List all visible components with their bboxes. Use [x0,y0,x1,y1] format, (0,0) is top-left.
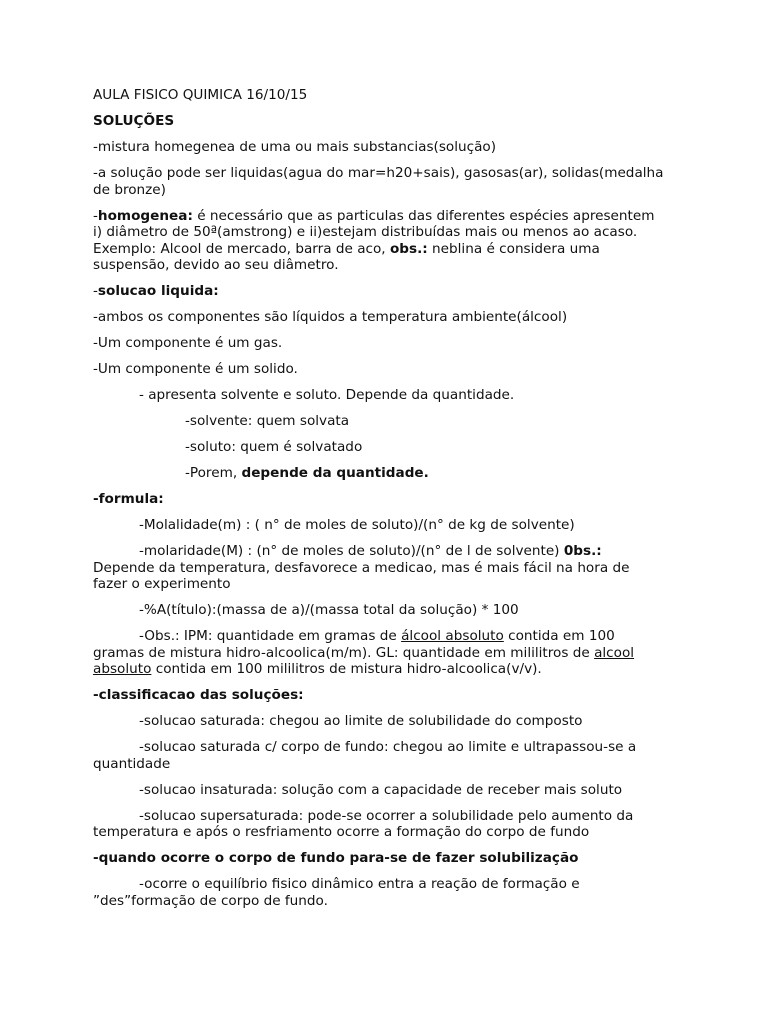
paragraph-gas: -Um componente é um gas. [93,335,283,351]
paragraph-solido: -Um componente é um solido. [93,361,298,377]
paragraph-definition: -mistura homegenea de uma ou mais substancias(solução) [93,139,497,155]
paragraph-classificacao: -classificacao das soluções: [93,687,304,703]
paragraph-ipm: -Obs.: IPM: quantidade em gramas de álcool absoluto contida em 100 gramas de mistura hidro-alcoolica(m/m). GL: quantidade em mililitros de alcool absoluto contida em 100 mililitros de mistura hidro-alcoolica(v/v). [93,628,635,677]
paragraph-titulo: -%A(título):(massa de a)/(massa total da solução) * 100 [139,602,519,618]
paragraph-insaturada: -solucao insaturada: solução com a capacidade de receber mais soluto [139,781,623,798]
paragraph-solucao-liquida: -solucao liquida: [93,283,219,299]
paragraph-solvente: -solvente: quem solvata [185,413,350,429]
section-heading: SOLUÇÕES [93,113,175,129]
paragraph-homogenea: -homogenea: é necessário que as particulas das diferentes espécies apresentem i) diâmetro de 50ª(amstrong) e ii)estejam distribuídas mais ou menos ao acaso. Exemplo: Alcool de mercado, barra de aco, obs.: neblina é considera uma suspensão, devido ao seu diâmetro. [93,207,655,273]
paragraph-saturada-corpo: -solucao saturada c/ corpo de fundo: chegou ao limite e ultrapassou-se a quantidade [93,739,637,772]
paragraph-formula: -formula: [93,491,164,507]
paragraph-porem: -Porem, depende da quantidade. [185,465,429,481]
paragraph-molaridade: -molaridade(M) : (n° de moles de soluto)/(n° de l de solvente) 0bs.: Depende da temperatura, desfavorece a medicao, mas é mais fácil na hora de fazer o experimento [93,543,630,592]
paragraph-ambos: -ambos os componentes são líquidos a temperatura ambiente(álcool) [93,309,568,325]
paragraph-supersaturada: -solucao supersaturada: pode-se ocorrer a solubilidade pelo aumento da temperatura e após o resfriamento ocorre a formação do corpo de fundo [93,807,634,840]
document-title: AULA FISICO QUIMICA 16/10/15 [93,87,308,103]
paragraph-saturada: -solucao saturada: chegou ao limite de solubilidade do composto [139,713,583,729]
paragraph-states: -a solução pode ser liquidas(agua do mar=h20+sais), gasosas(ar), solidas(medalha de bronze) [93,165,664,198]
document-body [93,87,667,919]
paragraph-equilibrio: -ocorre o equilíbrio fisico dinâmico entra a reação de formação e ”des”formação de corpo de fundo. [93,876,580,909]
paragraph-corpo-fundo: -quando ocorre o corpo de fundo para-se de fazer solubilização [93,850,579,866]
paragraph-molalidade: -Molalidade(m) : ( n° de moles de soluto)/(n° de kg de solvente) [139,517,575,533]
paragraph-soluto: -soluto: quem é solvatado [185,439,363,455]
paragraph-apresenta: - apresenta solvente e soluto. Depende da quantidade. [139,387,515,403]
